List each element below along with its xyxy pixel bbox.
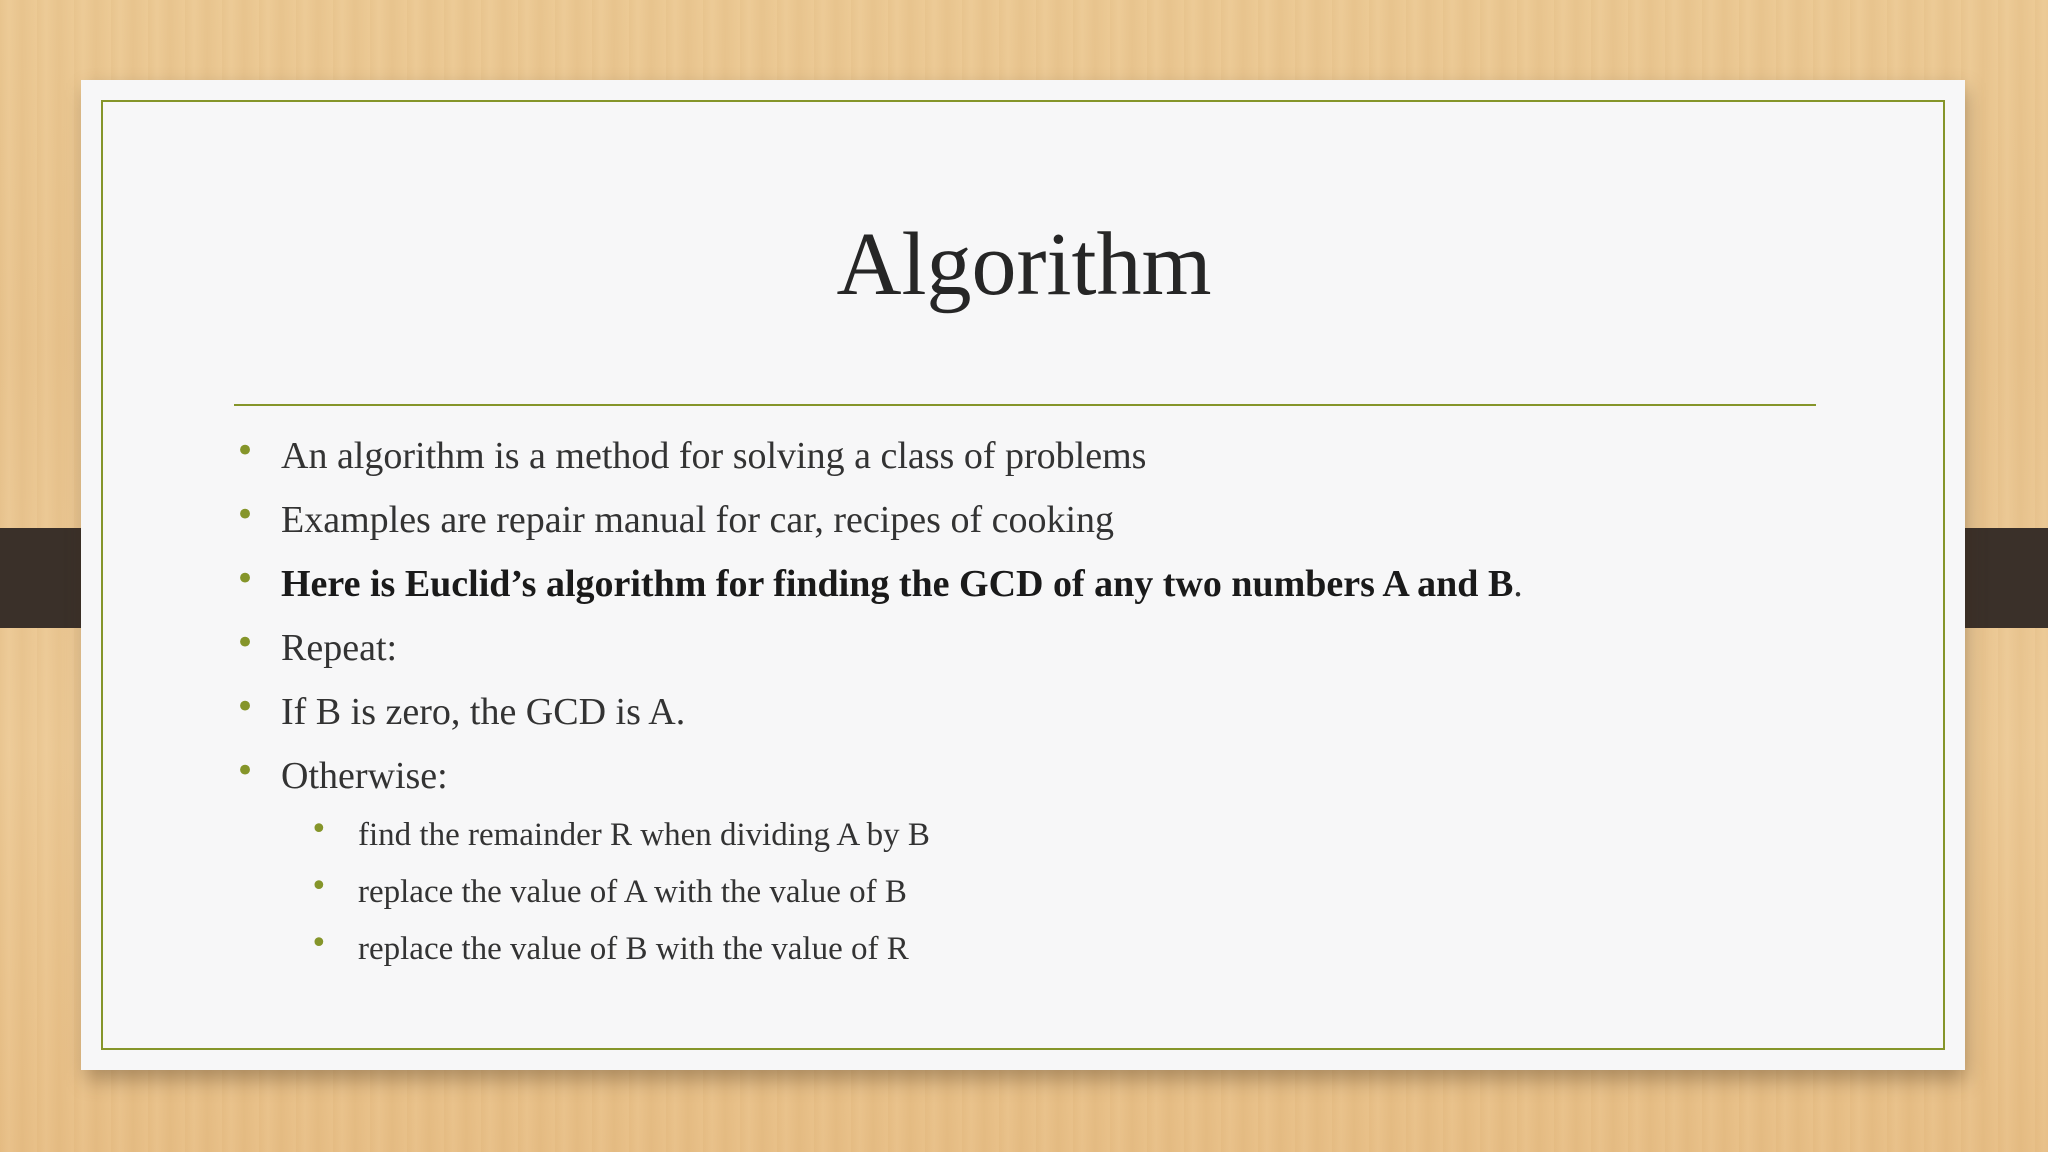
bullet-item: • If B is zero, the GCD is A. — [235, 687, 686, 733]
sub-bullet-item: • find the remainder R when dividing A by B — [310, 812, 930, 853]
bullet-item: • Repeat: — [235, 623, 398, 669]
bullet-item-bold: • Here is Euclid’s algorithm for finding the GCD of any two numbers A and B. — [235, 559, 1523, 605]
title-divider — [234, 404, 1816, 406]
bullet-dot-icon: • — [235, 623, 256, 663]
bullet-dot-icon: • — [310, 926, 328, 961]
bullet-item: • An algorithm is a method for solving a class of problems — [235, 431, 1147, 477]
bullet-item: • Otherwise: — [235, 751, 448, 797]
bullet-dot-icon: • — [235, 431, 256, 471]
bullet-dot-icon: • — [310, 869, 328, 904]
bullet-dot-icon: • — [235, 687, 256, 727]
slide-title: Algorithm — [836, 215, 1212, 314]
sub-bullet-item: • replace the value of A with the value of B — [310, 869, 907, 910]
sub-bullet-item: • replace the value of B with the value of R — [310, 926, 909, 967]
bullet-dot-icon: • — [235, 751, 256, 791]
bullet-item: • Examples are repair manual for car, recipes of cooking — [235, 495, 1115, 541]
bullet-dot-icon: • — [310, 812, 328, 847]
bullet-dot-icon: • — [235, 495, 256, 535]
bullet-dot-icon: • — [235, 559, 256, 599]
